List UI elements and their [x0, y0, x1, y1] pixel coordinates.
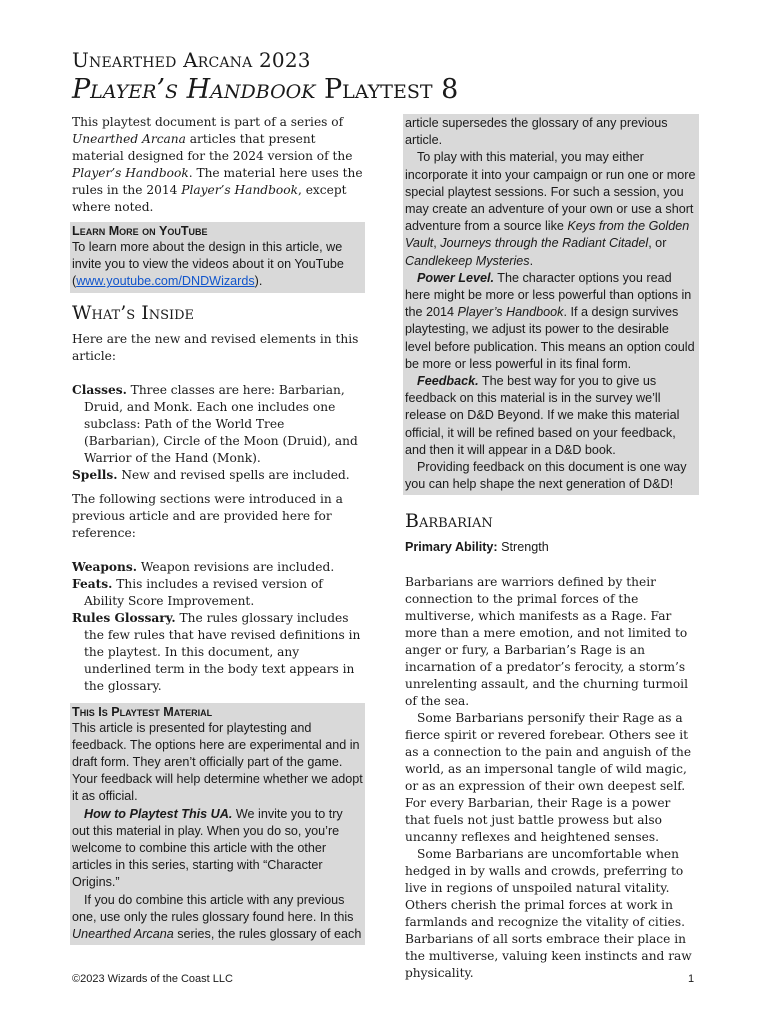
barbarian-p3: Some Barbarians are uncomfortable when hedged in by walls and crowds, preferring to live in regions of unspoiled natural vitality. Others cherish the primal forces at work in farmlands and recognize the vitality of cities. Barbarians of all sorts embrace their place in the multiverse, valuing keen instincts and raw physicality.: [405, 846, 692, 980]
youtube-text: To learn more about the design in this article, we invite you to view the videos about it on YouTube (www.youtube.com/DNDWizards).: [72, 240, 344, 289]
playtest-sidebar: [70, 703, 365, 946]
playtest-p2: How to Playtest This UA. We invite you to try out this material in play. When you do so, you’re welcome to combine this article with the other articles in this series, starting with “Character Origins.”: [72, 806, 343, 890]
right-column: [405, 114, 697, 982]
feats-item: Feats. This includes a revised version of Ability Score Improvement.: [72, 576, 323, 608]
youtube-heading: Learn More on YouTube: [72, 224, 208, 238]
title-italic: Player’s Handbook: [72, 74, 316, 105]
playtest-p1: This article is presented for playtesting and feedback. The options here are experimental and in draft form. They aren’t officially part of the game. Your feedback will help determine whether we adopt it as official.: [72, 720, 363, 804]
following-sections-text: The following sections were introduced in a previous article and are provided here for reference:: [72, 491, 343, 540]
weapons-item: Weapons. Weapon revisions are included.: [72, 559, 335, 574]
barbarian-heading: Barbarian: [405, 510, 493, 533]
playtest-p4: article supersedes the glossary of any previous article.: [405, 116, 668, 148]
document-title: [72, 74, 692, 106]
playtest-heading: This Is Playtest Material: [72, 704, 213, 719]
classes-item: Classes. Three classes are here: Barbarian, Druid, and Monk. Each one includes one subclass: Path of the World Tree (Barbarian), Circle of the Moon (Druid), and Warrior of the Hand (Monk).: [72, 382, 358, 465]
playtest-p5: To play with this material, you may either incorporate it into your campaign or run one or more special playtest sessions. For such a session, you may create an adventure of your own or use a short adventure from a source like Keys from the Golden Vault, Journeys through the Radiant Citadel, or Candlekeep Mysteries.: [405, 150, 696, 268]
playtest-p3: If you do combine this article with any previous one, use only the rules glossary found here. In this Unearthed Arcana series, the rules glossary of each: [72, 892, 362, 942]
left-column: [72, 114, 363, 945]
spells-item: Spells. New and revised spells are included.: [72, 467, 350, 482]
playtest-p8: Providing feedback on this document is one way you can help shape the next generation of D&D!: [405, 460, 687, 492]
youtube-link[interactable]: www.youtube.com/DNDWizards: [76, 274, 255, 289]
whats-inside-intro: Here are the new and revised elements in this article:: [72, 331, 359, 363]
document-supertitle: Unearthed Arcana 2023: [72, 48, 311, 72]
title-block: [72, 48, 692, 106]
title-rest: Playtest 8: [315, 74, 459, 105]
playtest-p7: Feedback. The best way for you to give us feedback on this material is in the survey we’ll release on D&D Beyond. If we make this material official, it will be refined based on your feedback, and then it will appear in a D&D book.: [405, 374, 680, 457]
playtest-sidebar-continued: [403, 114, 699, 495]
playtest-p6: Power Level. The character options you read here might be more or less powerful than options in the 2014 Player’s Handbook. If a design survives playtesting, we adjust its power to the desirable level before publication. This means an option could be more or less powerful in its final form.: [405, 270, 695, 371]
copyright-footer: ©2023 Wizards of the Coast LLC: [72, 973, 233, 985]
rules-glossary-item: Rules Glossary. The rules glossary includes the few rules that have revised definitions in the playtest. In this document, any underlined term in the body text appears in the glossary.: [72, 610, 361, 693]
intro-paragraph: This playtest document is part of a series of Unearthed Arcana articles that present material designed for the 2024 version of the Player’s Handbook. The material here uses the rules in the 2014 Player’s Handbook, except where noted.: [72, 115, 363, 214]
barbarian-p2: Some Barbarians personify their Rage as a fierce spirit or revered forebear. Others see it as a connection to the pain and anguish of the world, as an impersonal tangle of wild magic, or as an expression of their own deepest self. For every Barbarian, their Rage is a power that fuels not just battle prowess but also uncanny reflexes and heightened senses.: [405, 710, 692, 844]
youtube-sidebar: [70, 222, 365, 293]
primary-ability: Primary Ability: Strength: [405, 540, 549, 555]
whats-inside-heading: What’s Inside: [72, 301, 195, 324]
barbarian-p1: Barbarians are warriors defined by their connection to the primal forces of the multiverse, which manifests as a Rage. Far more than a mere emotion, and not limited to anger or fury, a Barbarian’s Rage is an incarnation of a predator’s ferocity, a storm’s unrelenting assault, and the churning turmoil of the sea.: [405, 574, 688, 708]
page-number: 1: [688, 973, 695, 985]
